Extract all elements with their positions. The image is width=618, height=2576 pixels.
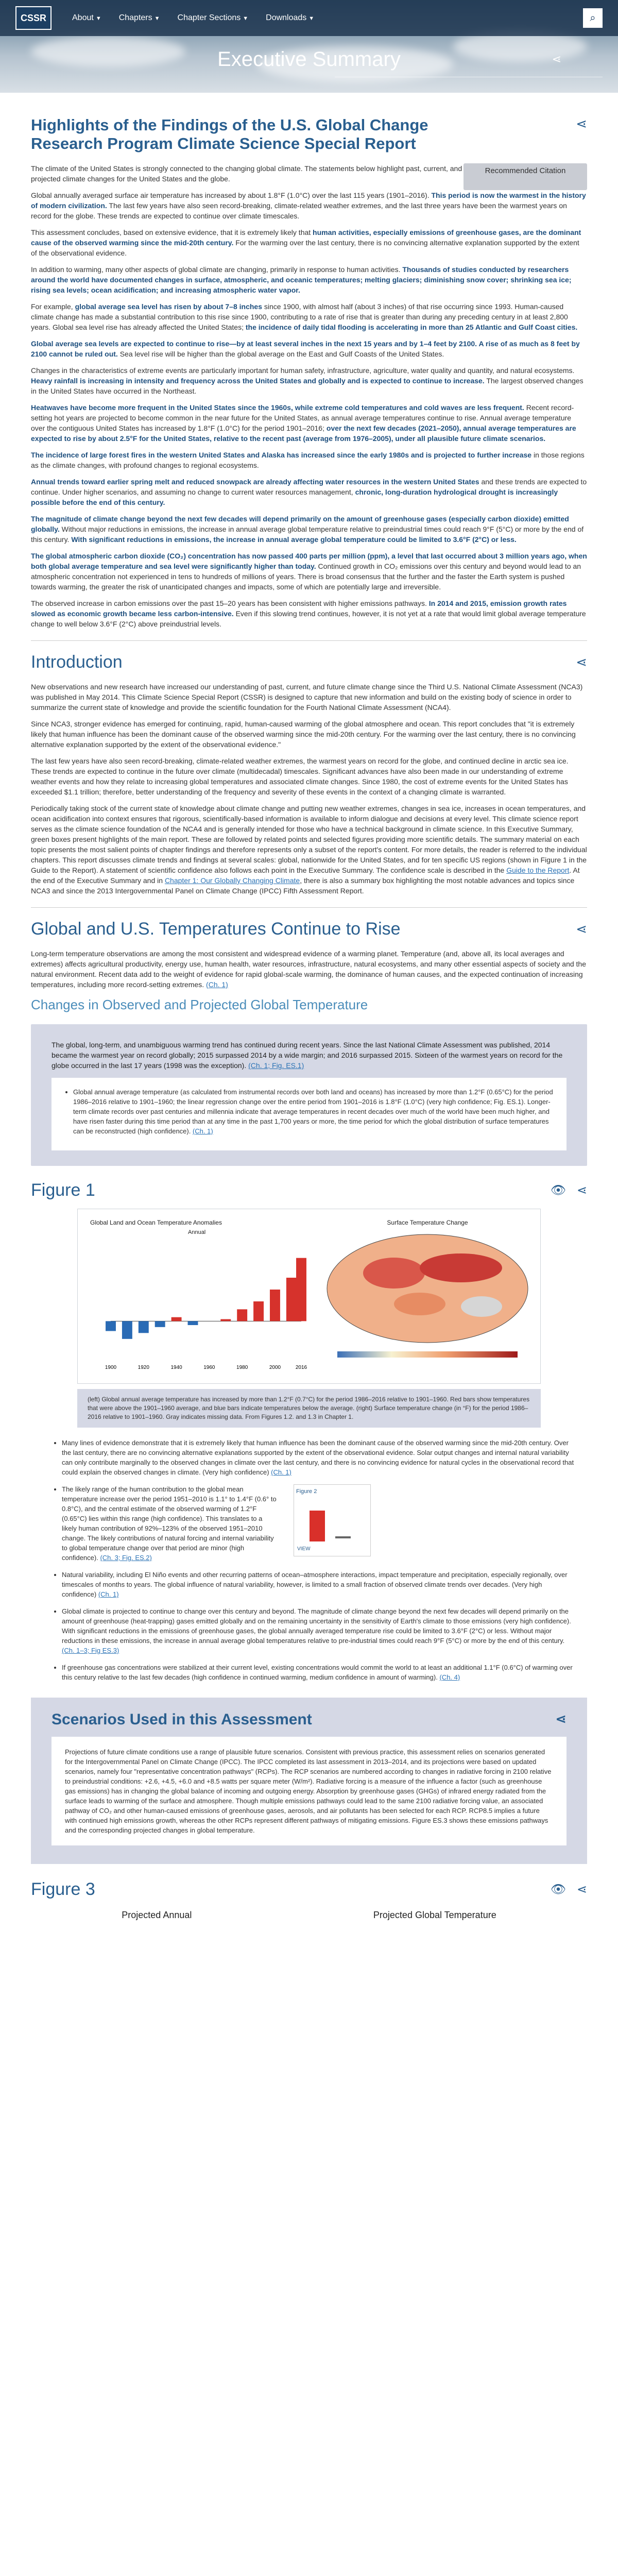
map-region (394, 1293, 445, 1315)
nav-downloads[interactable] (266, 13, 314, 23)
share-icon[interactable]: ⋖ (576, 654, 587, 670)
chapter-ref-link[interactable]: (Ch. 1) (206, 980, 228, 989)
figure-title: Figure 3 (31, 1879, 95, 1899)
figure-heading (31, 1879, 587, 1900)
eye-icon[interactable]: 👁 (550, 1183, 566, 1197)
list-item: • The likely range of the human contribution to the global mean temperature increase over the period 1951–2010 is 1.1° to 1.4°F (0.6° to 0.8°C), and the central estimate of the observed warming of 1.2°F (0.65°C) lies within this range (high confidence). This translates to a likely human contribution of 92%–123% of the observed 1951–2010 change. The likely contributions of natural forcing and internal variability to global temperature change over that period are minor (high confidence). (Ch. 3; Fig. ES.2) Figure 2 VIEW (62, 1484, 577, 1563)
chapter-ref-link[interactable]: (Ch. 1–3; Fig ES.3) (62, 1647, 119, 1654)
highlights-paragraph: The observed increase in carbon emissions over the past 15–20 years has been consistent with higher emissions pathways. In 2014 and 2015, emission growth rates slowed as economic growth became less carbon-intensive. Even if this slowing trend continues, however, it is not yet at a rate that would limit global average temperature change to well below 3.6°F (2°C) above preindustrial levels. (31, 599, 586, 628)
color-scale (337, 1351, 518, 1358)
chart-bar (139, 1321, 149, 1333)
search-icon: ⌕ (590, 12, 596, 24)
x-tick-label: 1960 (203, 1365, 215, 1370)
surface-temperature-map (317, 1216, 538, 1376)
chart-bar (296, 1258, 306, 1321)
chapter-ref-link[interactable]: (Ch. 1; Fig. ES.1) (248, 1061, 304, 1070)
chart-bar (106, 1321, 116, 1331)
scenarios-text: Projections of future climate conditions use a range of plausible future scenarios. Consistent with previous practice, this assessment relies on scenarios generated for the Intergovernmental Panel on Climate Change (IPCC). The IPCC completed its last assessment in 2013–2014, and its projections were based on updated scenarios, namely four "representative concentration pathways" (RCPs). The RCP scenarios are numbered according to changes in radiative forcing in 2100 relative to preindustrial conditions: +2.6, +4.5, +6.0 and +8.5 watts per square meter (W/m²). Radiative forcing is a measure of the influence a factor (such as greenhouse gas emissions) has in changing the global balance of incoming and outgoing energy. Absorption by greenhouse gases (GHGs) of infrared energy radiated from the surface leads to warming of the surface and atmosphere. Though multiple emissions pathways could lead to the same 2100 radiative forcing value, an associated pathway of CO₂ and other human-caused emissions of greenhouse gases, aerosols, and air pollutants has been selected for each RCP. RCP8.5 implies a future with continued high emissions growth, whereas the other RCPs represent different pathways of mitigating emissions. Figure ES.3 shows these emissions pathways and the corresponding projected changes in global temperature. (52, 1737, 566, 1845)
highlights-paragraph: The climate of the United States is strongly connected to the changing global climate. The statements below highlight past, current, and projected climate changes for the United States and the globe. (31, 164, 462, 183)
list-item: • Global annual average temperature (as calculated from instrumental records over both land and oceans) has increased by more than 1.2°F (0.65°C) for the period 1986–2016 relative to 1901–1960; the linear regression change over the entire period from 1901–2016 is 1.8°F (1.0°C) (very high confidence; Fig. ES.1). Longer-term climate records over past centuries and millennia indicate that average temperatures in recent decades over much of the world have been much higher, and have risen faster during this time period than at any time in the past 1,700 years or more, the time period for which the global distribution of surface temperatures can be reconstructed (high confidence). (Ch. 1) (73, 1087, 554, 1136)
highlights-paragraph: The magnitude of climate change beyond the next few decades will depend primarily on the amount of greenhouse gases (especially carbon dioxide) emitted globally. Without major reductions in emissions, the increase in annual average global temperature relative to preindustrial times could reach 9°F (5°C) or more by the end of this century. With significant reductions in emissions, the increase in annual average global temperature could be limited to 3.6°F (2°C) or less. (31, 515, 584, 544)
nav-label: Downloads (266, 13, 307, 22)
anomaly-chart-svg (85, 1216, 312, 1376)
cssr-logo[interactable]: CSSR (15, 6, 52, 30)
chart-bar (188, 1321, 198, 1325)
x-tick-label: 2016 (295, 1365, 307, 1370)
section-heading (31, 919, 587, 939)
highlights-paragraph: This assessment concludes, based on extensive evidence, that it is extremely likely that human activities, especially emissions of greenhouse gases, are the dominant cause of the observed warming since the mid-20th century. For the warming over the last century, there is no convincing alternative explanation supported by the extent of the observational evidence. (31, 228, 581, 257)
eye-icon[interactable]: 👁 (550, 1883, 566, 1896)
figure3-left-label: Projected Annual (122, 1910, 192, 1920)
intro-paragraph: Since NCA3, stronger evidence has emerged for continuing, rapid, human-caused warming of the global atmosphere and ocean. This report concludes that "it is extremely likely that human influence has been the dominant cause of the observed warming since the mid-20th century. For the warming over the last century, there is no convincing alternative explanation supported by the extent of the observational evidence." (31, 720, 576, 749)
map-region (461, 1296, 502, 1317)
chart-bar (237, 1309, 247, 1321)
chart-bar (220, 1319, 231, 1321)
figure-3-labels (31, 1910, 587, 1921)
figure-title: Figure 1 (31, 1180, 95, 1200)
chapter-ref-link[interactable]: (Ch. 3; Fig. ES.2) (100, 1554, 152, 1562)
x-tick-label: 1940 (170, 1365, 182, 1370)
share-icon[interactable]: ⋖ (576, 1183, 587, 1197)
highlights-paragraph: Annual trends toward earlier spring melt and reduced snowpack are already affecting water resources in the western United States and these trends are expected to continue. Under higher scenarios, and assuming no change to current water resources management, chronic, long-duration hydrological drought is increasingly possible before the end of this century. (31, 478, 587, 506)
highlights-paragraph: Global average sea levels are expected to continue to rise—by at least several inches in the next 15 years and by 1–4 feet by 2100. A rise of as much as 8 feet by 2100 cannot be ruled out. Sea level rise will be higher than the global average on the East and Gulf Coasts of the United States. (31, 340, 580, 358)
guide-link[interactable]: Guide to the Report (506, 866, 570, 874)
nav-label: About (72, 13, 94, 22)
scenarios-callout (31, 1698, 587, 1864)
x-tick-label: 1900 (105, 1365, 117, 1370)
highlights-paragraph: The global atmospheric carbon dioxide (CO₂) concentration has now passed 400 parts per million (ppm), a level that last occurred about 3 million years ago, when both global average temperature and sea level were significantly higher than today. Continued growth in CO₂ emissions over this century and beyond would lead to an atmospheric concentration not experienced in tens to hundreds of millions of years. There is broad consensus that the further and the faster the Earth system is pushed towards warming, the greater the risk of unanticipated changes and impacts, some of which are potentially large and irreversible. (31, 552, 587, 591)
figure-caption: (left) Global annual average temperature has increased by more than 1.2°F (0.7°C) for the period 1986–2016 relative to 1901–1960. Red bars show temperatures that were above the 1901–1960 average, and blue bars indicate temperatures below the average. (right) Surface temperature change (in °F) for the period 1986–2016 relative to 1901–1960. Gray indicates missing data. From Figures 1.2. and 1.3 in Chapter 1. (77, 1389, 541, 1428)
chapter-ref-link[interactable]: (Ch. 4) (439, 1673, 460, 1681)
map-title: Surface Temperature Change (387, 1219, 468, 1226)
nav-label: Chapters (118, 13, 152, 22)
share-icon[interactable]: ⋖ (576, 1883, 587, 1896)
list-item: • Natural variability, including El Niño events and other recurring patterns of ocean–atmosphere interactions, impact temperature and precipitation, especially regionally, over timescales of months to years. The global influence of natural variability, however, is limited to a small fraction of observed climate trends over decades. (Very high confidence) (Ch. 1) (62, 1570, 577, 1599)
chart-bar (122, 1321, 132, 1339)
global-temps-title: Global and U.S. Temperatures Continue to Rise (31, 919, 401, 939)
highlights-paragraph: In addition to warming, many other aspects of global climate are changing, primarily in response to human activities. Thousands of studies conducted by researchers around the world have documented changes in surface, atmospheric, and oceanic temperatures; melting glaciers; diminishing snow cover; shrinking sea ice; rising sea levels; ocean acidification; and increasing atmospheric water vapor. (31, 265, 572, 294)
temperature-anomaly-chart (85, 1216, 312, 1376)
intro-paragraph: Periodically taking stock of the current state of knowledge about climate change and putting new weather extremes, changes in sea ice, increases in ocean temperatures, and ocean acidification into context ensures that rigorous, scientifically-based information is available to inform dialogue and decisions at every level. This climate science report serves as the climate science foundation of the NCA4 and is generally intended for those who have a technical background in climate science. In this Executive Summary, green boxes present highlights of the main report. These are followed by related points and selected figures providing more scientific details. The summary material on each topic presents the most salient points of chapter findings and therefore represents only a subset of the report's content. For more details, the reader is referred to the individual chapters. This report discusses climate trends and findings at several scales: global, nationwide for the United States, and for ten specific US regions (shown in Figure 1 in the Guide to the Report). A statement of scientific confidence also follows each point in the Executive Summary. The confidence scale is described in the Guide to the Report. At the end of the Executive Summary and in Chapter 1: Our Globally Changing Climate, there is also a summary box highlighting the most notable advances and topics since NCA3 and since the 2013 Intergovernmental Panel on Climate Change (IPCC) Fifth Assessment Report. (31, 804, 587, 895)
callout-lead: The global, long-term, and unambiguous warming trend has continued during recent years. Since the last National Climate Assessment was published, 2014 became the warmest year on record globally; 2015 surpassed 2014 by a wide margin; and 2016 surpassed 2015. Sixteen of the warmest years on record for the globe occurred in the last 17 years (1998 was the exception). (Ch. 1; Fig. ES.1) (52, 1041, 563, 1070)
highlights-paragraph: Global annually averaged surface air temperature has increased by about 1.8°F (1.0°C) over the last 115 years (1901–2016). This period is now the warmest in the history of modern civilization. The last few years have also seen record-breaking, climate-related weather extremes, and the last three years have been the warmest years on record for the globe. These trends are expected to continue over climate timescales. (31, 191, 586, 220)
chart-bar (171, 1317, 182, 1321)
chapter-ref-link[interactable]: (Ch. 1) (271, 1468, 291, 1476)
map-region (420, 1253, 502, 1282)
figure3-right-label: Projected Global Temperature (373, 1910, 496, 1920)
mini-bar (335, 1536, 351, 1538)
scenarios-heading: Scenarios Used in this Assessment ⋖ (52, 1711, 566, 1728)
x-tick-label: 1980 (236, 1365, 248, 1370)
recommended-citation-button[interactable]: Recommended Citation (464, 163, 587, 190)
share-icon[interactable]: ⋖ (576, 921, 587, 937)
top-navigation (0, 0, 618, 36)
highlights-title: Highlights of the Findings of the U.S. Global Change Research Program Climate Science Special Report (31, 116, 428, 152)
world-map-ellipse (327, 1234, 528, 1343)
page-title: Executive Summary (217, 48, 401, 71)
figure-1 (77, 1209, 541, 1384)
share-icon[interactable]: ⋖ (552, 53, 561, 65)
global-temps-paragraph: Long-term temperature observations are among the most consistent and widespread evidence of a warming planet. Temperature (and, above all, its local averages and extremes) affects agricultural productivity, energy use, human health, water resources, infrastructure, natural ecosystems, and many other essential aspects of society and the natural environment. Recent data add to the weight of evidence for rapid global-scale warming, the dominance of human causes, and the expected continuation of increasing temperatures, including more record-setting extremes. (Ch. 1) (31, 950, 587, 989)
chevron-down-icon: ▼ (95, 15, 101, 22)
chart-bar (286, 1278, 297, 1321)
subsection-title: Changes in Observed and Projected Global Temperature (31, 997, 368, 1012)
chart-subtitle: Annual (188, 1229, 206, 1235)
x-tick-label: 1920 (138, 1365, 149, 1370)
highlights-paragraph: Changes in the characteristics of extreme events are particularly important for human safety, infrastructure, agriculture, water quality and quantity, and natural ecosystems. Heavy rainfall is increasing in intensity and frequency across the United States and globally and is expected to continue to increase. The largest observed changes in the United States have occurred in the Northeast. (31, 366, 583, 395)
list-item: • If greenhouse gas concentrations were stabilized at their current level, existing concentrations would commit the world to at least an additional 1.1°F (0.6°C) of warming over this century relative to the last few decades (high confidence in continued warming, medium confidence in amount of warming). (Ch. 4) (62, 1663, 577, 1682)
chart-bar (270, 1290, 280, 1321)
highlights-paragraph: The incidence of large forest fires in the western United States and Alaska has increased since the early 1980s and is projected to further increase in those regions as the climate changes, with profound changes to regional ecosystems. (31, 451, 585, 469)
chevron-down-icon: ▼ (243, 15, 249, 22)
chapter-ref-link[interactable]: (Ch. 1) (192, 1127, 213, 1135)
figure-2-thumbnail[interactable] (294, 1484, 371, 1556)
mini-figure-label: Figure 2 (296, 1488, 317, 1495)
chart-title: Global Land and Ocean Temperature Anomalies (90, 1219, 222, 1226)
share-icon[interactable]: ⋖ (555, 1711, 566, 1726)
chapter1-link[interactable]: Chapter 1: Our Globally Changing Climate (164, 876, 300, 885)
list-item: • Many lines of evidence demonstrate that it is extremely likely that human influence has been the dominant cause of the observed warming since the mid-20th century. Over the last century, there are no convincing alternative explanations supported by the extent of the observational evidence. Solar output changes and internal natural variability can only contribute marginally to the observed changes in climate over the last century, and there is no convincing evidence for natural cycles in the observational record that could explain the observed changes in climate. (Very high confidence) (Ch. 1) (62, 1438, 577, 1477)
figure-heading (31, 1180, 587, 1200)
highlights-paragraph: For example, global average sea level has risen by about 7–8 inches since 1900, with almost half (about 3 inches) of that rise occurring since 1993. Human-caused climate change has made a substantial contribution to this rise since 1900, contributing to a rate of rise that is greater than during any preceding century in at least 2,800 years. Global sea level rise has already affected the United States; the incidence of daily tidal flooding is accelerating in more than 25 Atlantic and Gulf Coast cities. (31, 302, 578, 331)
nav-about[interactable] (72, 13, 101, 23)
intro-paragraph: New observations and new research have increased our understanding of past, current, and future climate change since the Third U.S. National Climate Assessment (NCA3) was published in May 2014. This Climate Science Special Report (CSSR) is designed to capture that new information and build on the existing body of science in order to summarize the current state of knowledge and provide the scientific foundation for the Fourth National Climate Assessment (NCA4). (31, 683, 583, 711)
map-svg (317, 1216, 538, 1376)
search-button[interactable] (583, 8, 603, 28)
chevron-down-icon: ▼ (308, 15, 315, 22)
divider (31, 907, 587, 908)
chart-bar (253, 1301, 264, 1321)
view-link[interactable]: VIEW (297, 1546, 311, 1552)
divider (31, 640, 587, 641)
chart-bar (155, 1321, 165, 1327)
nav-chapter-sections[interactable] (178, 13, 249, 23)
mini-bar (310, 1511, 325, 1541)
map-region (363, 1258, 425, 1289)
hero-banner (0, 0, 618, 93)
highlight-callout (31, 1024, 587, 1166)
findings-list (62, 1438, 577, 1682)
nav-label: Chapter Sections (177, 13, 241, 22)
nav-chapters[interactable] (119, 13, 160, 23)
share-icon[interactable]: ⋖ (576, 116, 587, 131)
x-tick-label: 2000 (269, 1365, 281, 1370)
introduction-title: Introduction (31, 652, 123, 672)
chapter-ref-link[interactable]: (Ch. 1) (98, 1590, 119, 1598)
highlights-paragraph: Heatwaves have become more frequent in the United States since the 1960s, while extreme cold temperatures and cold waves are less frequent. Recent record-setting hot years are projected to become common in the near future for the United States, as annual average temperatures continue to rise. Annual average temperature over the contiguous United States has increased by 1.8°F (1.0°C) for the period 1901–2016; over the next few decades (2021–2050), annual average temperatures are expected to rise by about 2.5°F for the United States, relative to the recent past (average from 1976–2005), under all plausible future climate scenarios. (31, 403, 576, 443)
chevron-down-icon: ▼ (154, 15, 160, 22)
section-heading (31, 652, 587, 672)
list-item: • Global climate is projected to continue to change over this century and beyond. The magnitude of climate change beyond the next few decades will depend primarily on the amount of greenhouse (heat-trapping) gases emitted globally and on the remaining uncertainty in the sensitivity of Earth's climate to those emissions (very high confidence). With significant reductions in the emissions of greenhouse gases, the global annually averaged temperature rise could be limited to 3.6°F (2°C) or less. Without major reductions in these emissions, the increase in annual average global temperatures relative to pre-industrial times could reach 9°F (5°C) or more by the end of this century. (Ch. 1–3; Fig ES.3) (62, 1606, 577, 1655)
intro-paragraph: The last few years have also seen record-breaking, climate-related weather extremes, the warmest years on record for the globe, and continued decline in arctic sea ice. These trends are expected to continue in the future over climate (multidecadal) timescales. Significant advances have also been made in our understanding of extreme weather events and how they relate to increasing global temperatures and associated climate changes. Since 1980, the cost of extreme events for the United States has exceeded $1.1 trillion; therefore, better understanding of the frequency and severity of these events in the context of a changing climate is warranted. (31, 757, 569, 796)
